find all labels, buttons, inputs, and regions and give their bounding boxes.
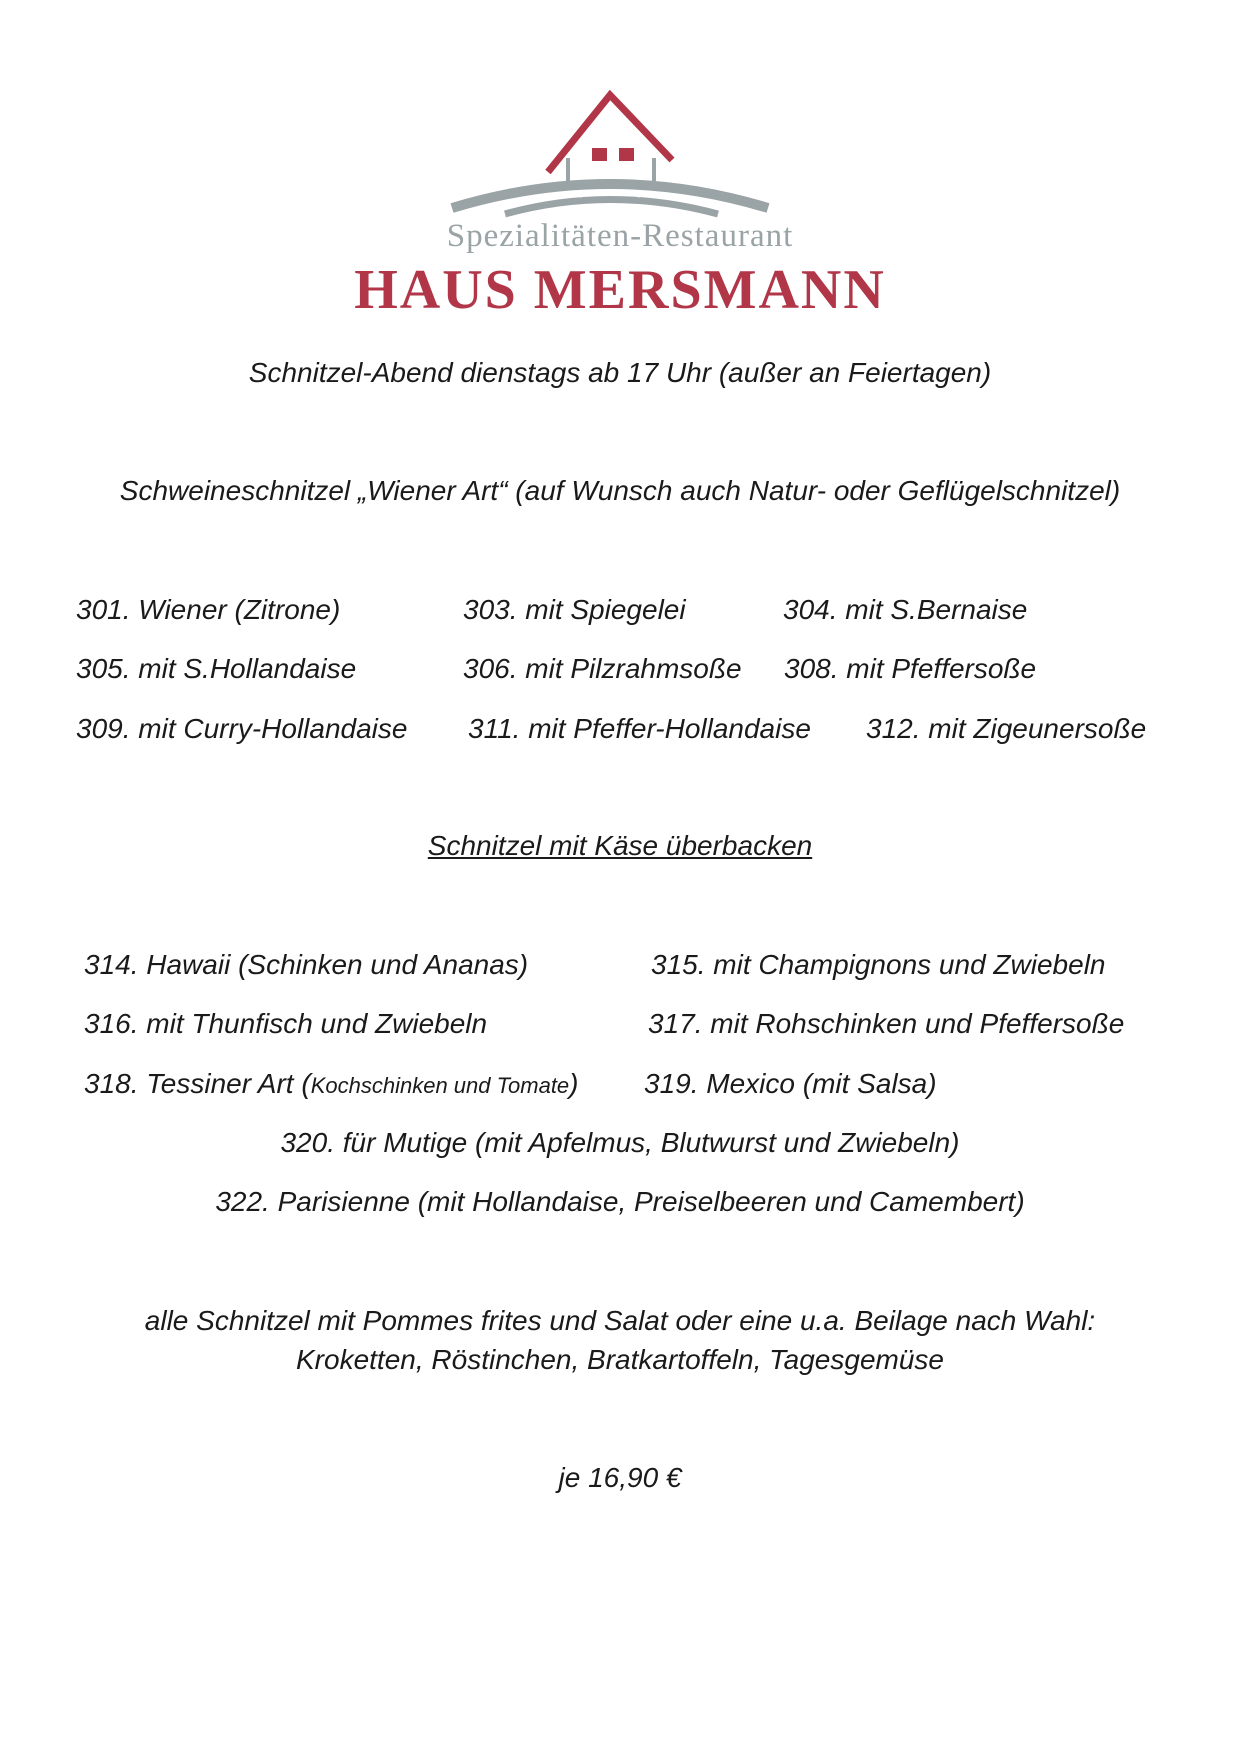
menu-item: 319. Mexico (mit Salsa) [644, 1068, 937, 1099]
menu-item: 315. mit Champignons und Zwiebeln [651, 949, 1106, 980]
menu-item: 306. mit Pilzrahmsoße [463, 653, 742, 684]
section1-heading: Schweineschnitzel „Wiener Art“ (auf Wunsch auch Natur- oder Geflügelschnitzel) [119, 475, 1121, 506]
sides-text-line1: alle Schnitzel mit Pommes frites und Salat oder eine u.a. Beilage nach Wahl: [144, 1305, 1096, 1336]
logo-subtitle: Spezialitäten-Restaurant [446, 218, 794, 254]
menu-item: 314. Hawaii (Schinken und Ananas) [84, 949, 529, 980]
menu-item: 304. mit S.Bernaise [783, 594, 1028, 625]
tessiner-close: ) [569, 1068, 579, 1099]
menu-item: 308. mit Pfeffersoße [784, 653, 1037, 684]
menu-item: 301. Wiener (Zitrone) [76, 594, 341, 625]
tessiner-detail: Kochschinken und Tomate [310, 1073, 570, 1098]
menu-item: 303. mit Spiegelei [463, 594, 686, 625]
menu-item: 320. für Mutige (mit Apfelmus, Blutwurst und Zwiebeln) [280, 1127, 960, 1158]
menu-item: 316. mit Thunfisch und Zwiebeln [84, 1008, 488, 1039]
logo-name: HAUS MERSMANN [354, 259, 886, 321]
menu-item: 312. mit Zigeunersoße [866, 713, 1147, 744]
menu-item: 311. mit Pfeffer-Hollandaise [468, 713, 811, 744]
menu-item: 309. mit Curry-Hollandaise [76, 713, 408, 744]
intro-text: Schnitzel-Abend dienstags ab 17 Uhr (außer an Feiertagen) [248, 357, 992, 388]
price: je 16,90 € [558, 1462, 682, 1493]
section2-heading: Schnitzel mit Käse überbacken [427, 830, 813, 861]
menu-item-tessiner [84, 1068, 579, 1100]
menu-item: 305. mit S.Hollandaise [76, 653, 357, 684]
menu-item: 317. mit Rohschinken und Pfeffersoße [648, 1008, 1125, 1039]
sides-text-line2: Kroketten, Röstinchen, Bratkartoffeln, Tagesgemüse [296, 1344, 944, 1375]
menu-item: 322. Parisienne (mit Hollandaise, Preiselbeeren und Camembert) [215, 1186, 1025, 1217]
tessiner-name: 318. Tessiner Art ( [84, 1068, 311, 1099]
